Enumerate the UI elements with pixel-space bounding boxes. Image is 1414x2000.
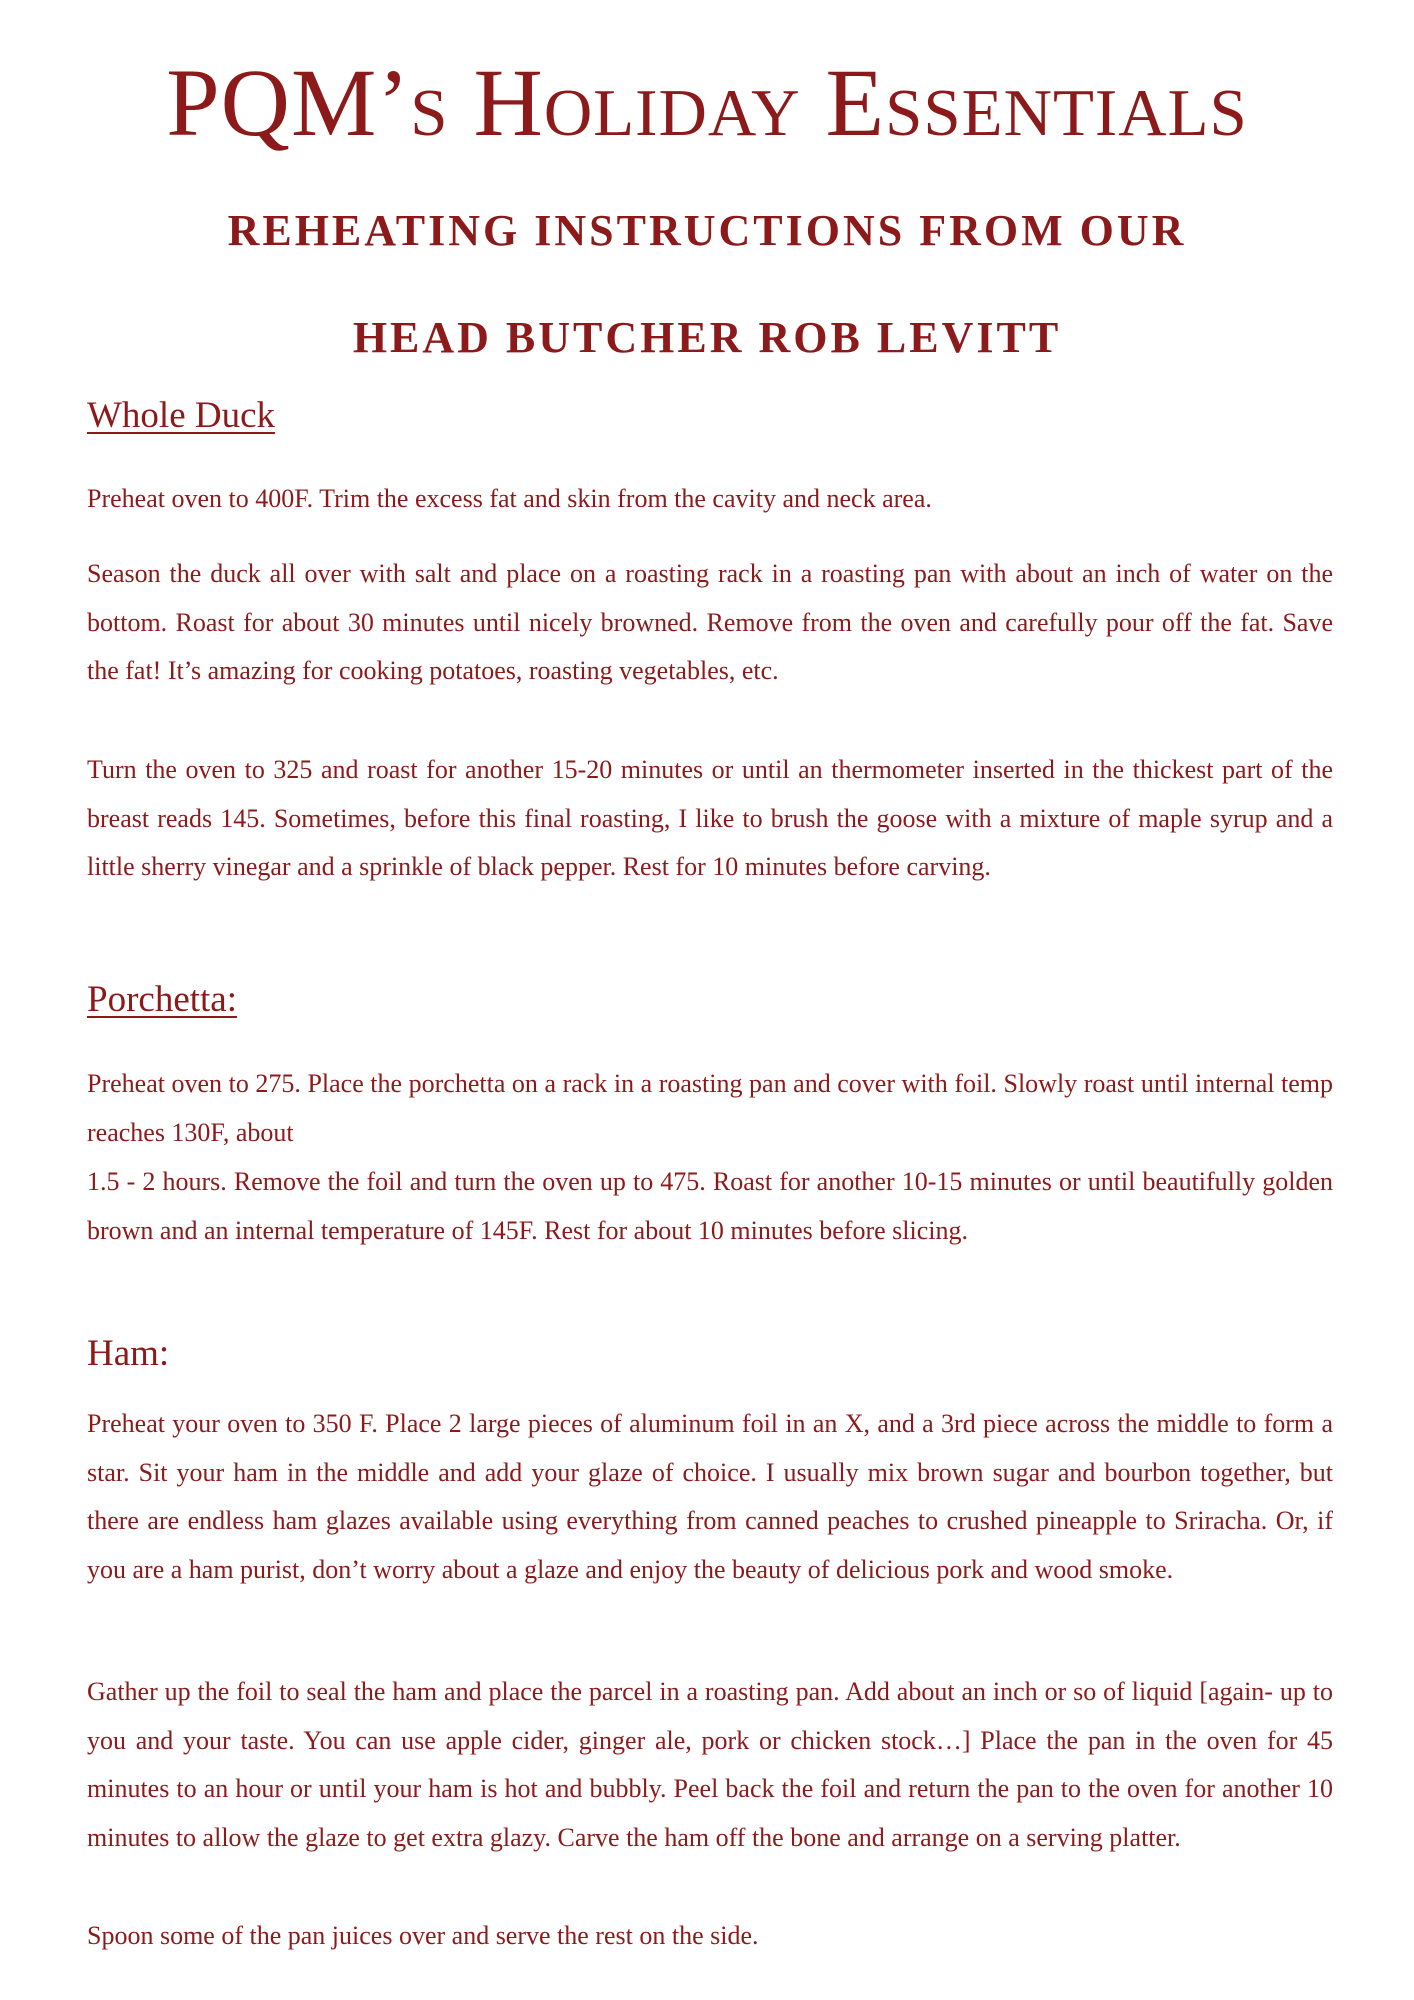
porchetta-paragraph-1a: Preheat oven to 275. Place the porchetta on a rack in a roasting pan and cover with foil. Slowly roast until internal temp reaches 130F, about xyxy=(87,1069,1333,1147)
page-subtitle-line-1: REHEATING INSTRUCTIONS FROM OUR xyxy=(227,206,1187,255)
page-subtitle-line-2: HEAD BUTCHER ROB LEVITT xyxy=(352,313,1062,362)
porchetta-paragraph-1b: 1.5 - 2 hours. Remove the foil and turn the oven up to 475. Roast for another 10-15 minutes or until beautifully golden brown and an internal temperature of 145F. Rest for about 10 minutes before slicing. xyxy=(87,1167,1333,1245)
page-title: PQM’s Holiday Essentials xyxy=(166,49,1248,156)
section-heading-porchetta: Porchetta: xyxy=(87,979,238,1020)
ham-paragraph-2: Gather up the foil to seal the ham and place the parcel in a roasting pan. Add about an inch or so of liquid [again- up to you and your taste. You can use apple cider, ginger ale, pork or chicken stock…] Place the pan in the oven for 45 minutes to an hour or until your ham is hot and bubbly. Peel back the foil and return the pan to the oven for another 10 minutes to allow the glaze to get extra glazy. Carve the ham off the bone and arrange on a serving platter. xyxy=(87,1677,1333,1852)
duck-paragraph-3: Turn the oven to 325 and roast for another 15-20 minutes or until an thermometer inserted in the thickest part of the breast reads 145. Sometimes, before this final roasting, I like to brush the goose with a mixture of maple syrup and a little sherry vinegar and a sprinkle of black pepper. Rest for 10 minutes before carving. xyxy=(87,755,1333,881)
ham-paragraph-1: Preheat your oven to 350 F. Place 2 large pieces of aluminum foil in an X, and a 3rd piece across the middle to form a star. Sit your ham in the middle and add your glaze of choice. I usually mix brown sugar and bourbon together, but there are endless ham glazes available using everything from canned peaches to crushed pineapple to Sriracha. Or, if you are a ham purist, don’t worry about a glaze and enjoy the beauty of delicious pork and wood smoke. xyxy=(87,1409,1333,1584)
duck-paragraph-2: Season the duck all over with salt and place on a roasting rack in a roasting pan with about an inch of water on the bottom. Roast for about 30 minutes until nicely browned. Remove from the oven and carefully pour off the fat. Save the fat! It’s amazing for cooking potatoes, roasting vegetables, etc. xyxy=(87,559,1333,685)
section-heading-ham: Ham: xyxy=(87,1333,170,1374)
section-heading-whole-duck: Whole Duck xyxy=(87,395,276,436)
ham-paragraph-3: Spoon some of the pan juices over and serve the rest on the side. xyxy=(87,1921,759,1950)
duck-paragraph-1: Preheat oven to 400F. Trim the excess fat and skin from the cavity and neck area. xyxy=(87,484,932,513)
